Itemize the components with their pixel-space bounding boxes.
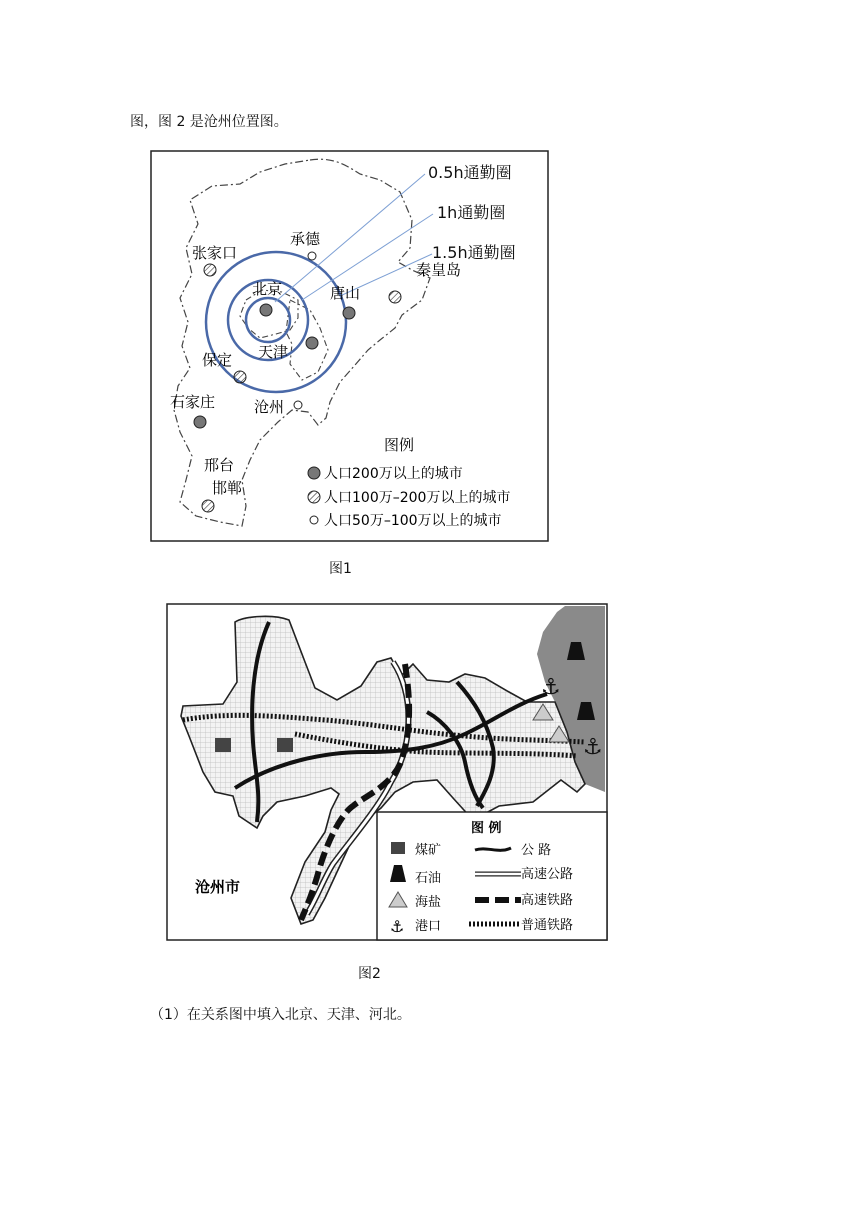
tangshan-symbol [343, 307, 355, 319]
legend-symbol-medium [308, 491, 320, 503]
figure-1-map [150, 150, 570, 550]
cangzhou-city-label: 沧州市 [195, 878, 241, 896]
label-baoding: 保定 [202, 351, 233, 369]
legend-rail: 普通铁路 [521, 918, 574, 933]
qinhuangdao-symbol [389, 291, 401, 303]
label-shijiazhuang: 石家庄 [170, 393, 216, 411]
legend-hsr: 高速铁路 [521, 893, 574, 908]
legend-road-line [475, 848, 511, 850]
label-handan: 邯郸 [212, 479, 243, 497]
figure-2-map [165, 602, 615, 947]
beijing-symbol [260, 304, 272, 316]
label-chengde: 承德 [290, 230, 321, 248]
coal-mine-1 [215, 738, 231, 752]
chengde-symbol [308, 252, 316, 260]
ring-label-1-5h: 1.5h通勤圈 [432, 243, 516, 262]
ring-label-0-5h: 0.5h通勤圈 [428, 163, 512, 182]
intro-text: 图，图 2 是沧州位置图。 [130, 114, 288, 130]
legend-salt: 海盐 [415, 895, 442, 910]
legend-port: 港口 [415, 919, 442, 934]
port-icon-1: ⚓ [541, 675, 561, 700]
coal-mine-2 [277, 738, 293, 752]
port-icon-2: ⚓ [583, 735, 603, 760]
shijiazhuang-symbol [194, 416, 206, 428]
figure-1-caption: 图1 [329, 561, 352, 577]
legend-title: 图例 [384, 436, 415, 454]
handan-symbol [202, 500, 214, 512]
legend-item-large: 人口200万以上的城市 [324, 466, 463, 482]
label-tianjin: 天津 [258, 343, 289, 361]
label-beijing: 北京 [252, 280, 283, 298]
legend-item-small: 人口50万–100万以上的城市 [324, 513, 502, 529]
zhangjiakou-symbol [204, 264, 216, 276]
legend-port-icon: ⚓ [390, 917, 405, 936]
legend-item-medium: 人口100万–200万以上的城市 [324, 490, 511, 506]
legend-highway: 高速公路 [521, 867, 574, 882]
legend-road: 公 路 [521, 843, 552, 858]
label-qinhuangdao: 秦皇岛 [416, 261, 462, 279]
legend-oil: 石油 [415, 871, 442, 886]
label-xingtai: 邢台 [204, 456, 235, 474]
tianjin-symbol [306, 337, 318, 349]
label-zhangjiakou: 张家口 [192, 244, 238, 262]
question-text: （1）在关系图中填入北京、天津、河北。 [150, 1007, 411, 1023]
legend-coal: 煤矿 [415, 843, 442, 858]
figure-2-caption: 图2 [358, 966, 381, 982]
cangzhou-symbol [294, 401, 302, 409]
f2-legend-title: 图 例 [471, 821, 502, 836]
ring-label-1h: 1h通勤圈 [437, 203, 506, 222]
legend-symbol-small [310, 516, 318, 524]
label-tangshan: 唐山 [330, 284, 361, 302]
legend-coal-symbol [391, 842, 405, 854]
label-cangzhou: 沧州 [254, 398, 285, 416]
baoding-symbol [234, 371, 246, 383]
legend-symbol-large [308, 467, 320, 479]
